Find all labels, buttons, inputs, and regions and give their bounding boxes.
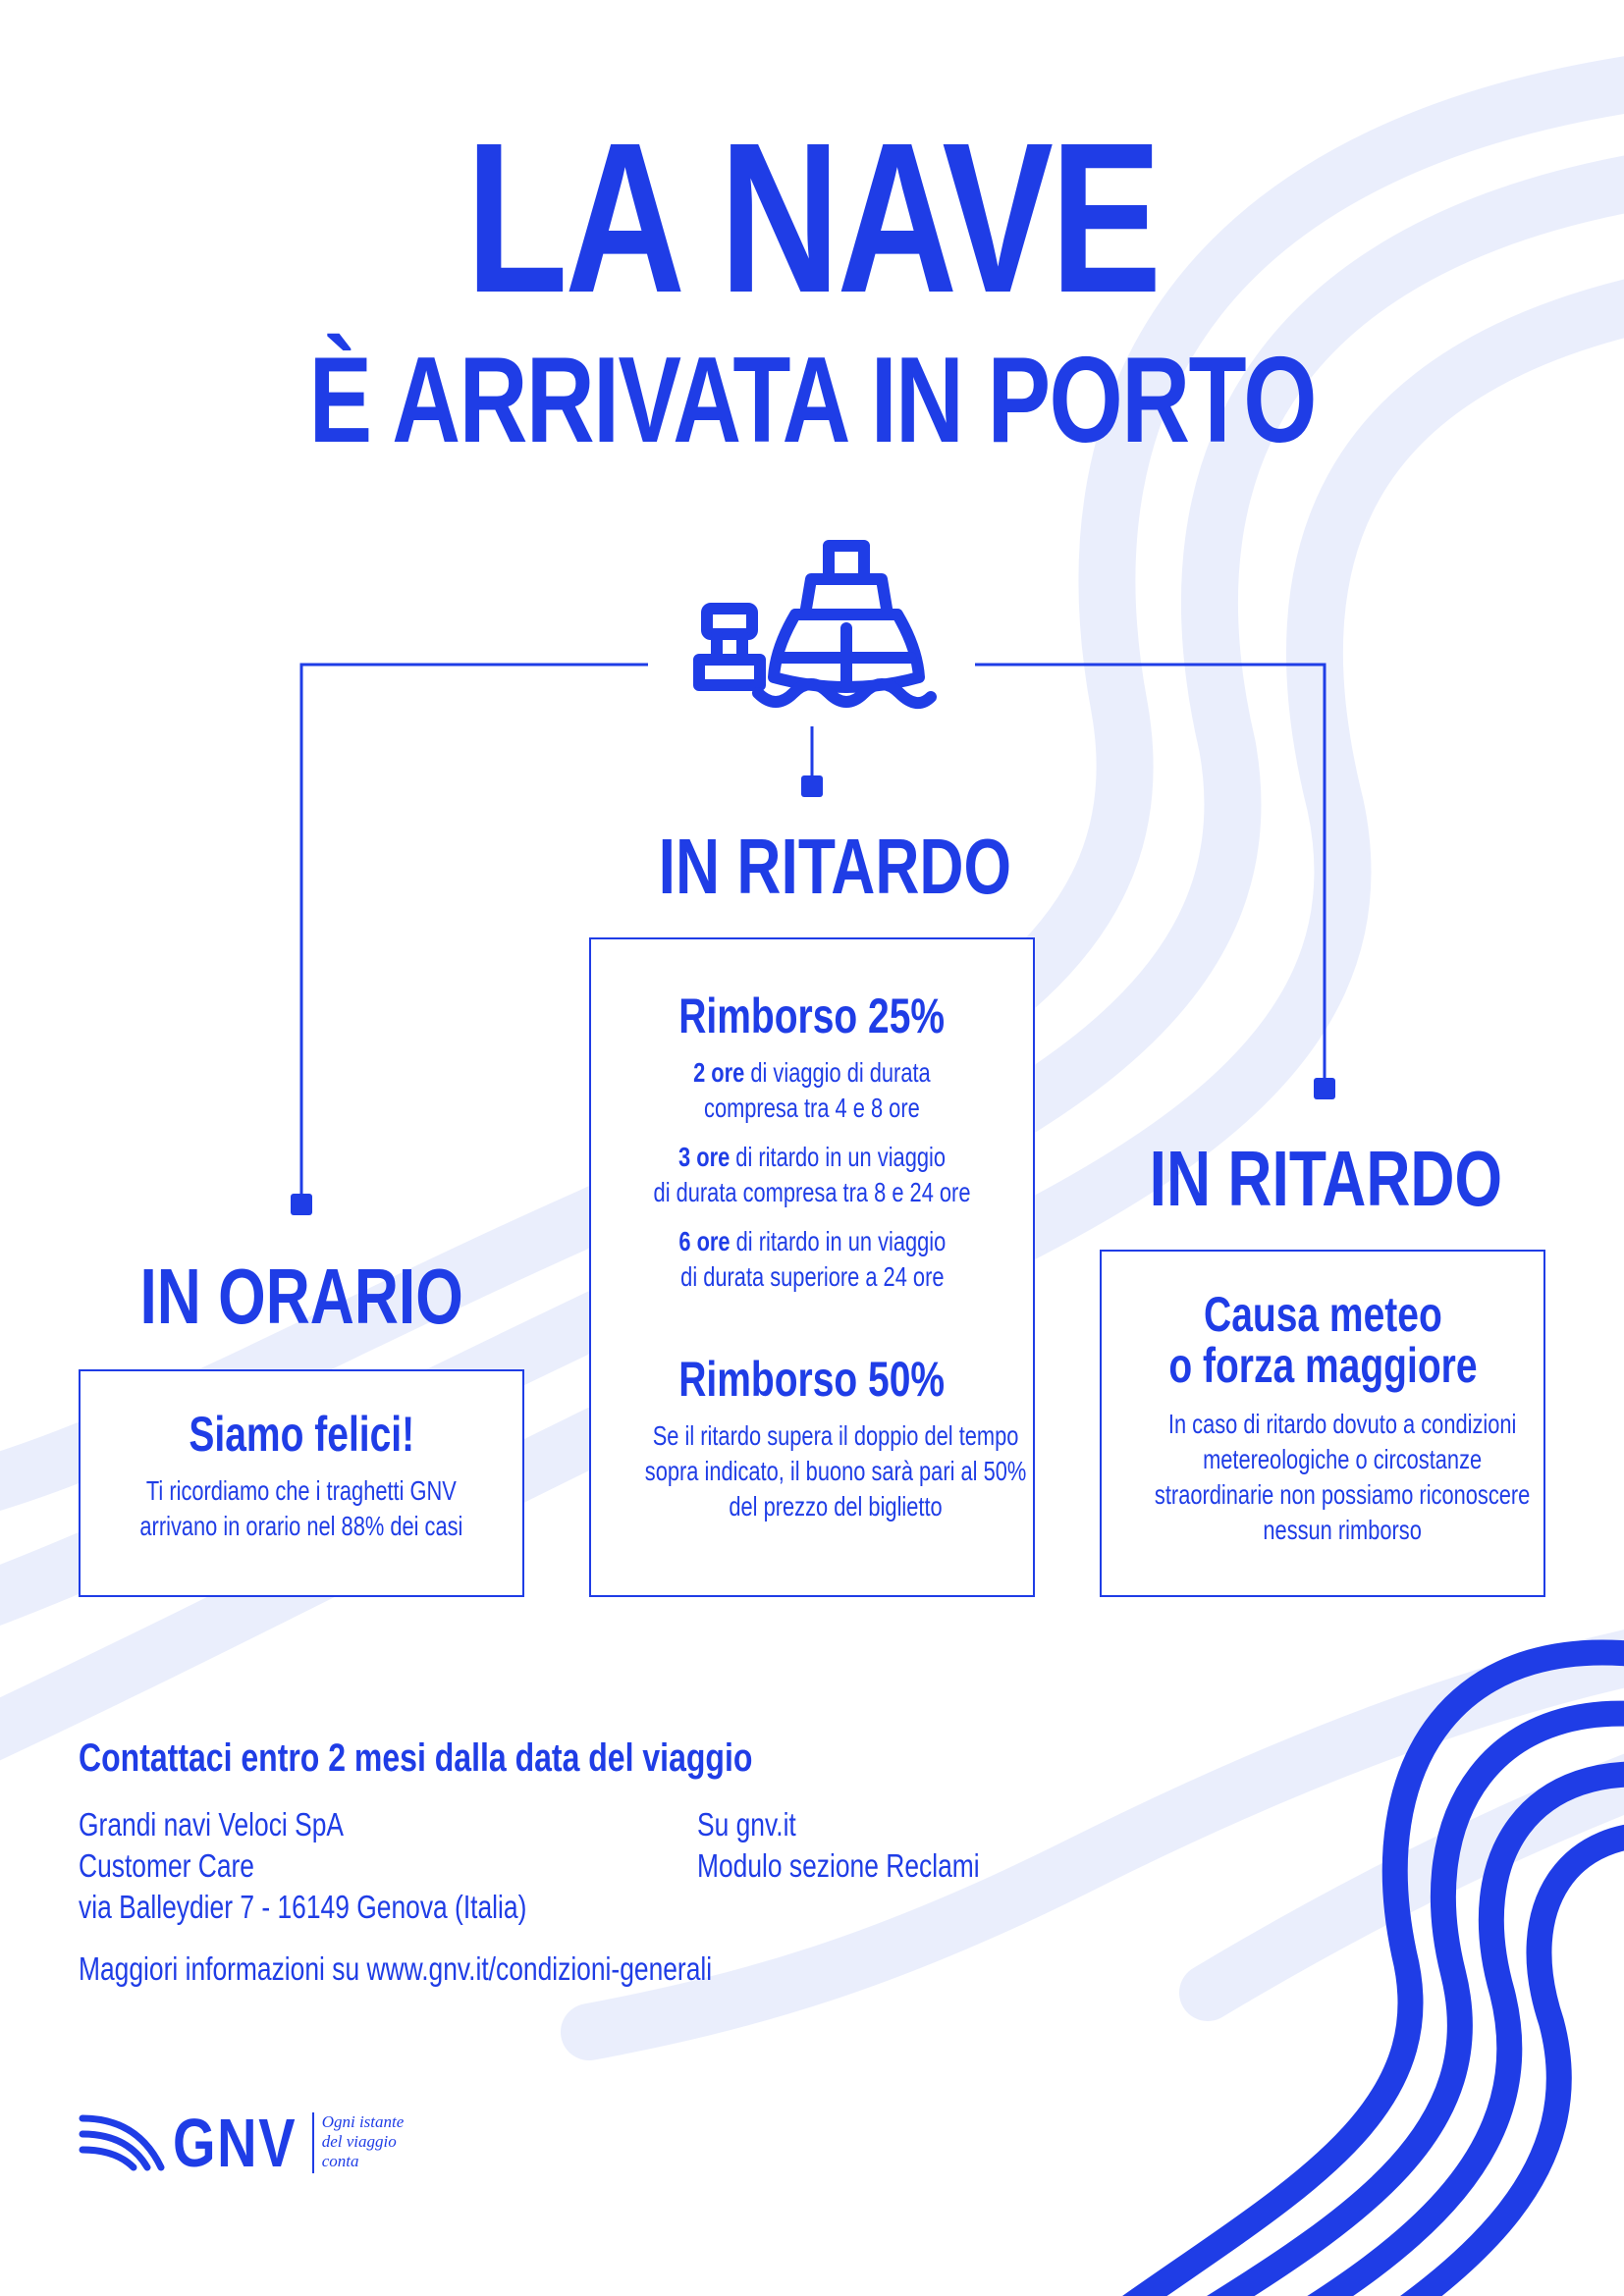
left-heading: IN ORARIO	[139, 1253, 463, 1340]
title-line-1: LA NAVE	[465, 99, 1159, 338]
left-box	[79, 1369, 524, 1597]
rimborso-50-text: Se il ritardo supera il doppio del tempo sopra indicato, il buono sarà pari al 50% del prezzo del biglietto	[644, 1420, 1027, 1522]
rimborso-25-item-1: 2 ore di viaggio di durata compresa tra 4 e 8 ore	[693, 1057, 931, 1123]
contact-title: Contattaci entro 2 mesi dalla data del viaggio	[79, 1736, 753, 1780]
connector-left-end	[291, 1194, 312, 1215]
rimborso-25-title: Rimborso 25%	[678, 988, 946, 1043]
right-heading: IN RITARDO	[1149, 1135, 1503, 1222]
rimborso-50-title: Rimborso 50%	[678, 1352, 946, 1407]
rimborso-25-item-2: 3 ore di ritardo in un viaggio di durata compresa tra 8 e 24 ore	[653, 1142, 971, 1207]
bollard-icon	[699, 609, 760, 685]
right-box-text: In caso di ritardo dovuto a condizioni metereologiche o circostanze straordinarie non possiamo riconoscere nessun rimborso	[1154, 1409, 1531, 1545]
right-box-title: Causa meteo o forza maggiore	[1167, 1287, 1478, 1393]
rimborso-25-item-3: 6 ore di ritardo in un viaggio di durata superiore a 24 ore	[678, 1226, 946, 1292]
connector-center-end	[801, 775, 823, 797]
left-box-title: Siamo felici!	[189, 1407, 414, 1462]
center-heading: IN RITARDO	[658, 823, 1012, 910]
gnv-logo-icon	[79, 2110, 167, 2175]
connector-right-end	[1314, 1078, 1335, 1099]
contact-address: Grandi navi Veloci SpA Customer Care via Balleydier 7 - 16149 Genova (Italia)	[79, 1806, 527, 1925]
more-info-link[interactable]: Maggiori informazioni su www.gnv.it/condizioni-generali	[79, 1950, 713, 1987]
ship-icon	[774, 546, 919, 687]
title-line-2: È ARRIVATA IN PORTO	[308, 333, 1316, 468]
gnv-logo-text: GNV	[173, 2105, 298, 2181]
logo-tagline: Ogni istante del viaggio conta	[312, 2112, 405, 2173]
right-box	[1100, 1250, 1545, 1597]
left-box-text: Ti ricordiamo che i traghetti GNV arrivano in orario nel 88% dei casi	[139, 1475, 463, 1541]
gnv-logo	[79, 2104, 404, 2182]
contact-web: Su gnv.it Modulo sezione Reclami	[697, 1806, 980, 1884]
center-box	[589, 937, 1035, 1597]
